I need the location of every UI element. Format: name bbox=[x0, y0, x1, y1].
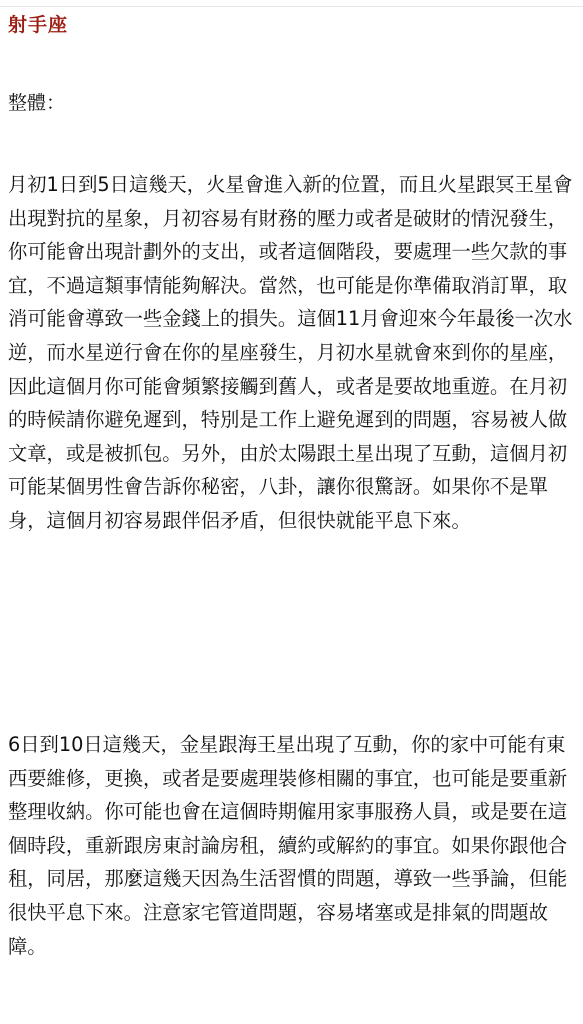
paragraph-early-month: 月初1日到5日這幾天，火星會進入新的位置，而且火星跟冥王星會出現對抗的星象，月初容易有財務的壓力或者是破財的情況發生，你可能會出現計劃外的支出，或者這個階段，要處理一些欠款的事宜，不過這類事情能夠解決。當然，也可能是你準備取消訂單，取消可能會導致一些金錢上的損失。這個11月會迎來今年最後一次水逆，而水星逆行會在你的星座發生，月初水星就會來到你的星座，因此這個月你可能會頻繁接觸到舊人，或者是要故地重遊。在月初的時候請你避免遲到，特別是工作上避免遲到的問題，容易被人做文章，或是被抓包。另外，由於太陽跟土星出現了互動，這個月初可能某個男性會告訴你秘密，八卦，讓你很驚訝。如果你不是單身，這個月初容易跟伴侶矛盾，但很快就能平息下來。 bbox=[8, 173, 573, 532]
top-divider bbox=[0, 6, 583, 7]
paragraph-days-6-to-10: 6日到10日這幾天，金星跟海王星出現了互動，你的家中可能有東西要維修，更換，或者是要處理裝修相關的事宜，也可能是要重新整理收納。你可能也會在這個時期僱用家事服務人員，或是要在這個時段，重新跟房東討論房租，續約或解約的事宜。如果你跟他合租，同居，那麼這幾天因為生活習慣的問題，導致一些爭論，但能很快平息下來。注意家宅管道問題，容易堵塞或是排氣的問題故障。 bbox=[8, 733, 568, 958]
section-label-overall: 整體： bbox=[8, 92, 66, 114]
page-title: 射手座 bbox=[8, 14, 69, 36]
